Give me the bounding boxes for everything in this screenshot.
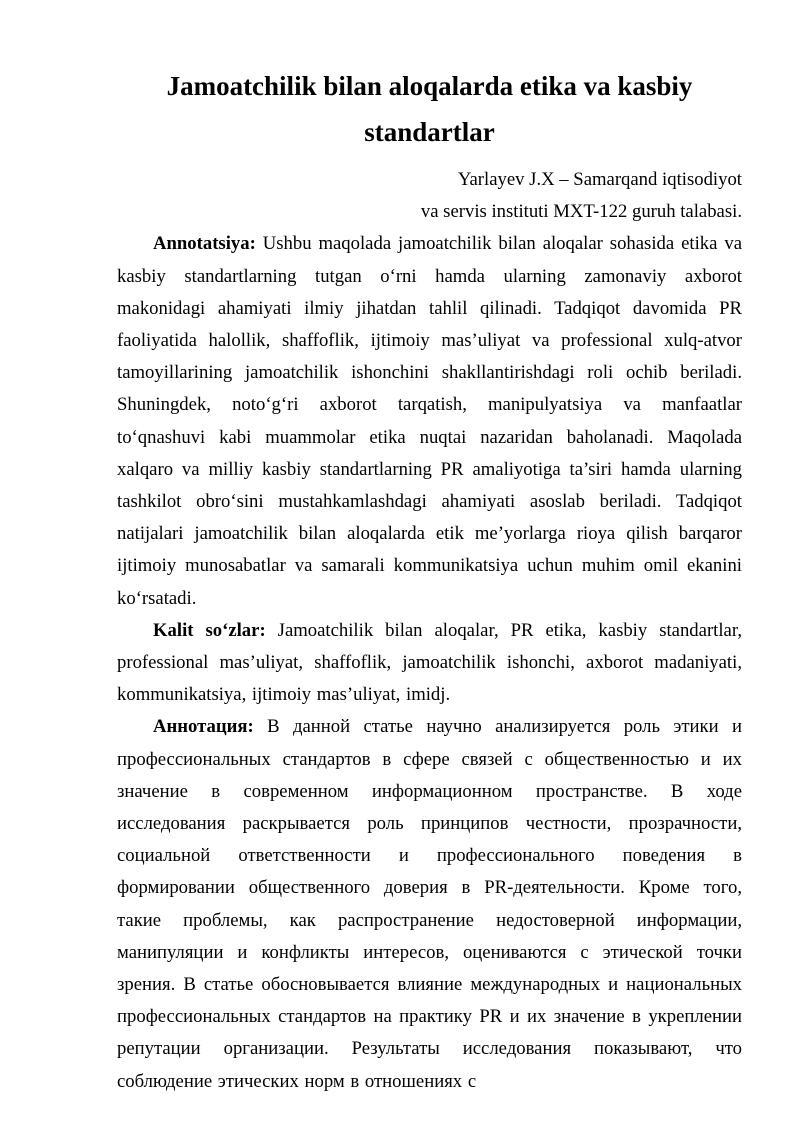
paragraph-annotatsiya-text: Ushbu maqolada jamoatchilik bilan aloqalar sohasida etika va kasbiy standartlarning tutgan oʻrni hamda ularning zamonaviy axborot makonidagi ahamiyati ilmiy jihatdan tahlil qilinadi. Tadqiqot davomida PR faoliyatida halollik, shaffoflik, ijtimoiy mas’uliyat va professional xulq-atvor tamoyillarining jamoatchilik ishonchini shakllantirishdagi roli ochib beriladi. Shuningdek, notoʻgʻri axborot tarqatish, manipulyatsiya va manfaatlar toʻqnashuvi kabi muammolar etika nuqtai nazaridan baholanadi. Maqolada xalqaro va milliy kasbiy standartlarning PR amaliyotiga ta’siri hamda ularning tashkilot obroʻsini mustahkamlashdagi ahamiyati asoslab beriladi. Tadqiqot natijalari jamoatchilik bilan aloqalarda etik me’yorlarga rioya qilish barqaror ijtimoiy munosabatlar va samarali kommunikatsiya uchun muhim omil ekanini koʻrsatadi. [117,233,742,609]
author-byline [117,164,742,228]
page-title: Jamoatchilik bilan aloqalarda etika va kasbiy standartlar [166,71,693,147]
paragraph-annotatsiya-lead: Annotatsiya: [153,233,256,255]
paragraph-keywords-lead: Kalit soʻzlar: [153,619,266,641]
paragraph-keywords-text: Jamoatchilik bilan aloqalar, PR etika, kasbiy standartlar, professional mas’uliyat, shaffoflik, jamoatchilik ishonchi, axborot madaniyati, kommunikatsiya, ijtimoiy mas’uliyat, imidj. [117,619,742,706]
paragraph-keywords [117,615,742,712]
byline-line-1: Yarlayev J.X – Samarqand iqtisodiyot [457,169,742,190]
byline-line-2: va servis instituti MXT-122 guruh talabasi. [420,201,742,223]
paragraph-annotatsiya [117,228,742,614]
paragraph-annotacia-ru-lead: Аннотация: [153,716,254,738]
paragraph-annotacia-ru-text: В данной статье научно анализируется роль этики и профессиональных стандартов в сфере связей с общественностью и их значение в современном информационном пространстве. В ходе исследования раскрывается роль принципов честности, прозрачности, социальной ответственности и профессионального поведения в формировании общественного доверия в PR-деятельности. Кроме того, такие проблемы, как распространение недостоверной информации, манипуляции и конфликты интересов, оцениваются с этической точки зрения. В статье обосновывается влияние международных и национальных профессиональных стандартов на практику PR и их значение в укреплении репутации организации. Результаты исследования показывают, что соблюдение этических норм в отношениях с [117,716,743,1092]
paragraph-annotacia-ru [117,711,742,1097]
